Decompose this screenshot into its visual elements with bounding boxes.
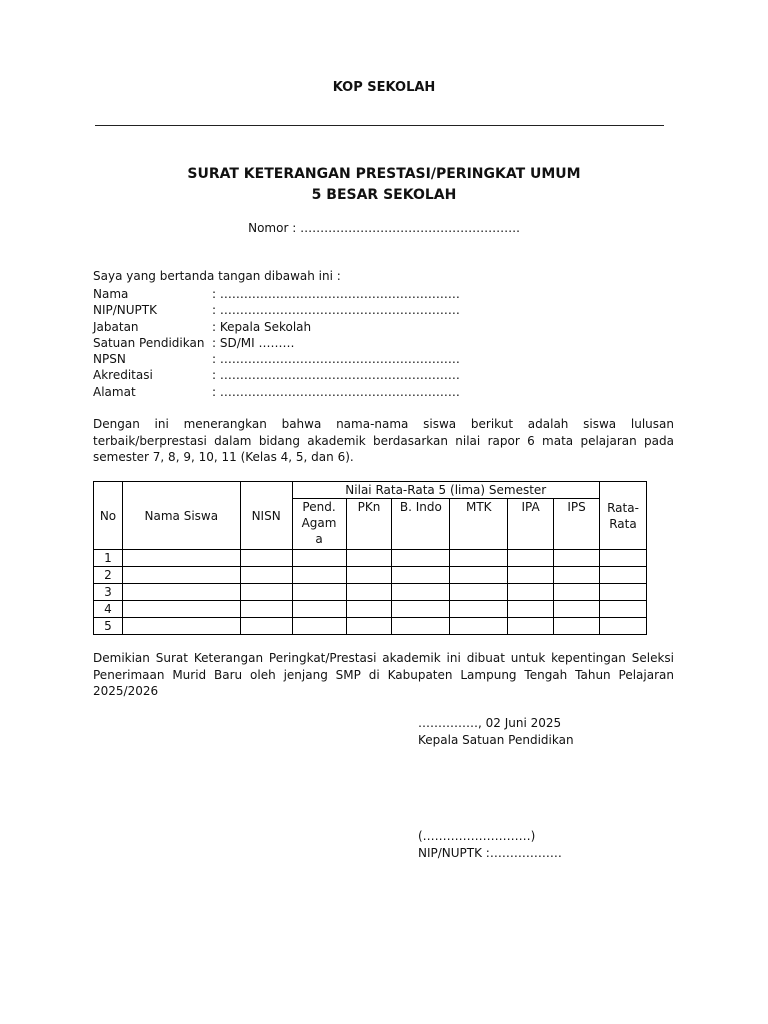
header-agama-line-2: Agam	[301, 516, 337, 530]
field-akreditasi	[93, 367, 460, 383]
cell-rata	[599, 601, 646, 618]
cell-agama	[292, 550, 346, 567]
header-rata-line-2: Rata	[609, 516, 637, 531]
cell-mtk	[450, 601, 508, 618]
field-label: Jabatan	[93, 319, 139, 334]
closing-paragraph: Demikian Surat Keterangan Peringkat/Prestasi akademik ini dibuat untuk kepentingan Seleksi Penerimaan Murid Baru oleh jenjang SMP di Kabupaten Lampung Tengah Tahun Pelajaran 2025/2026	[93, 651, 674, 698]
cell-pkn	[346, 618, 392, 635]
cell-rata	[599, 584, 646, 601]
cell-nama	[122, 601, 240, 618]
signature-nip: NIP/NUPTK :………………	[418, 846, 562, 860]
cell-nisn	[240, 601, 292, 618]
cell-agama	[292, 567, 346, 584]
cell-pkn	[346, 584, 392, 601]
cell-mtk	[450, 567, 508, 584]
signatory-fields	[93, 286, 460, 400]
cell-nama	[122, 584, 240, 601]
signature-date: ……………, 02 Juni 2025	[418, 716, 562, 730]
field-label: Alamat	[93, 384, 136, 399]
statement-paragraph: Dengan ini menerangkan bahwa nama-nama siswa berikut adalah siswa lulusan terbaik/berprestasi dalam bidang akademik berdasarkan nilai rapor 6 mata pelajaran pada semester 7, 8, 9, 10, 11 (Kelas 4, 5, dan 6).	[93, 417, 674, 464]
cell-agama	[292, 601, 346, 618]
cell-ips	[554, 601, 600, 618]
header-divider	[95, 125, 664, 126]
row-number: 2	[94, 567, 123, 584]
cell-ips	[554, 584, 600, 601]
row-number: 3	[94, 584, 123, 601]
header-mtk: MTK	[450, 499, 508, 550]
cell-ips	[554, 550, 600, 567]
cell-ipa	[508, 550, 554, 567]
cell-nisn	[240, 567, 292, 584]
cell-ips	[554, 618, 600, 635]
row-number: 4	[94, 601, 123, 618]
header-rata-rata	[599, 482, 646, 550]
cell-ipa	[508, 567, 554, 584]
field-label: Nama	[93, 287, 129, 301]
cell-nama	[122, 618, 240, 635]
cell-bindo	[392, 601, 450, 618]
cell-ipa	[508, 618, 554, 635]
header-pkn: PKn	[346, 499, 392, 550]
table-row	[94, 601, 647, 618]
cell-bindo	[392, 567, 450, 584]
signature-header	[418, 715, 574, 749]
field-value: : SD/MI ………	[212, 335, 295, 350]
header-pend-agama	[292, 499, 346, 550]
cell-pkn	[346, 567, 392, 584]
title-line-1: SURAT KETERANGAN PRESTASI/PERINGKAT UMUM	[187, 166, 581, 182]
header-agama-line-3: a	[315, 532, 323, 546]
cell-mtk	[450, 584, 508, 601]
signature-name: (………………………)	[418, 829, 536, 843]
cell-bindo	[392, 618, 450, 635]
cell-rata	[599, 567, 646, 584]
header-nisn: NISN	[240, 482, 292, 550]
table-row	[94, 584, 647, 601]
field-value: : ……………………………………………………	[212, 384, 460, 399]
header-agama-line-1: Pend.	[302, 500, 336, 514]
row-number: 1	[94, 550, 123, 567]
cell-pkn	[346, 550, 392, 567]
cell-nama	[122, 550, 240, 567]
header-ipa: IPA	[508, 499, 554, 550]
nomor-line: Nomor : ……………………………………………….	[248, 221, 520, 235]
table-row	[94, 567, 647, 584]
field-label: NPSN	[93, 352, 126, 367]
table-row	[94, 550, 647, 567]
field-nama	[93, 286, 460, 302]
document-title	[0, 164, 768, 206]
header-rata-line-1: Rata-	[607, 500, 639, 515]
cell-ipa	[508, 584, 554, 601]
field-nip	[93, 302, 460, 318]
cell-bindo	[392, 584, 450, 601]
cell-mtk	[450, 618, 508, 635]
intro-text: Saya yang bertanda tangan dibawah ini :	[93, 269, 341, 283]
cell-pkn	[346, 601, 392, 618]
cell-nisn	[240, 550, 292, 567]
field-satuan-pendidikan	[93, 335, 460, 351]
grades-table	[93, 481, 647, 635]
field-label: NIP/NUPTK	[93, 303, 157, 318]
field-value: : ……………………………………………………	[212, 303, 460, 318]
cell-agama	[292, 618, 346, 635]
cell-mtk	[450, 550, 508, 567]
cell-ips	[554, 567, 600, 584]
field-value: : Kepala Sekolah	[212, 319, 312, 334]
kop-sekolah: KOP SEKOLAH	[332, 80, 436, 95]
field-label: Satuan Pendidikan	[93, 335, 205, 350]
cell-ipa	[508, 601, 554, 618]
table-row	[94, 618, 647, 635]
header-b-indo: B. Indo	[392, 499, 450, 550]
title-line-2: 5 BESAR SEKOLAH	[311, 187, 457, 203]
cell-rata	[599, 618, 646, 635]
header-nama-siswa: Nama Siswa	[122, 482, 240, 550]
cell-rata	[599, 550, 646, 567]
field-label: Akreditasi	[93, 368, 153, 383]
field-alamat	[93, 384, 460, 400]
header-nilai-group: Nilai Rata-Rata 5 (lima) Semester	[292, 482, 599, 499]
signature-role: Kepala Satuan Pendidikan	[418, 733, 574, 747]
header-no: No	[94, 482, 123, 550]
field-jabatan	[93, 319, 460, 335]
cell-nisn	[240, 618, 292, 635]
cell-bindo	[392, 550, 450, 567]
cell-nisn	[240, 584, 292, 601]
signature-footer	[418, 828, 562, 862]
field-value: : ……………………………………………………	[212, 368, 460, 383]
cell-agama	[292, 584, 346, 601]
cell-nama	[122, 567, 240, 584]
row-number: 5	[94, 618, 123, 635]
field-value: : ……………………………………………………	[212, 287, 460, 301]
header-ips: IPS	[554, 499, 600, 550]
field-value: : ……………………………………………………	[212, 352, 460, 367]
field-npsn	[93, 351, 460, 367]
